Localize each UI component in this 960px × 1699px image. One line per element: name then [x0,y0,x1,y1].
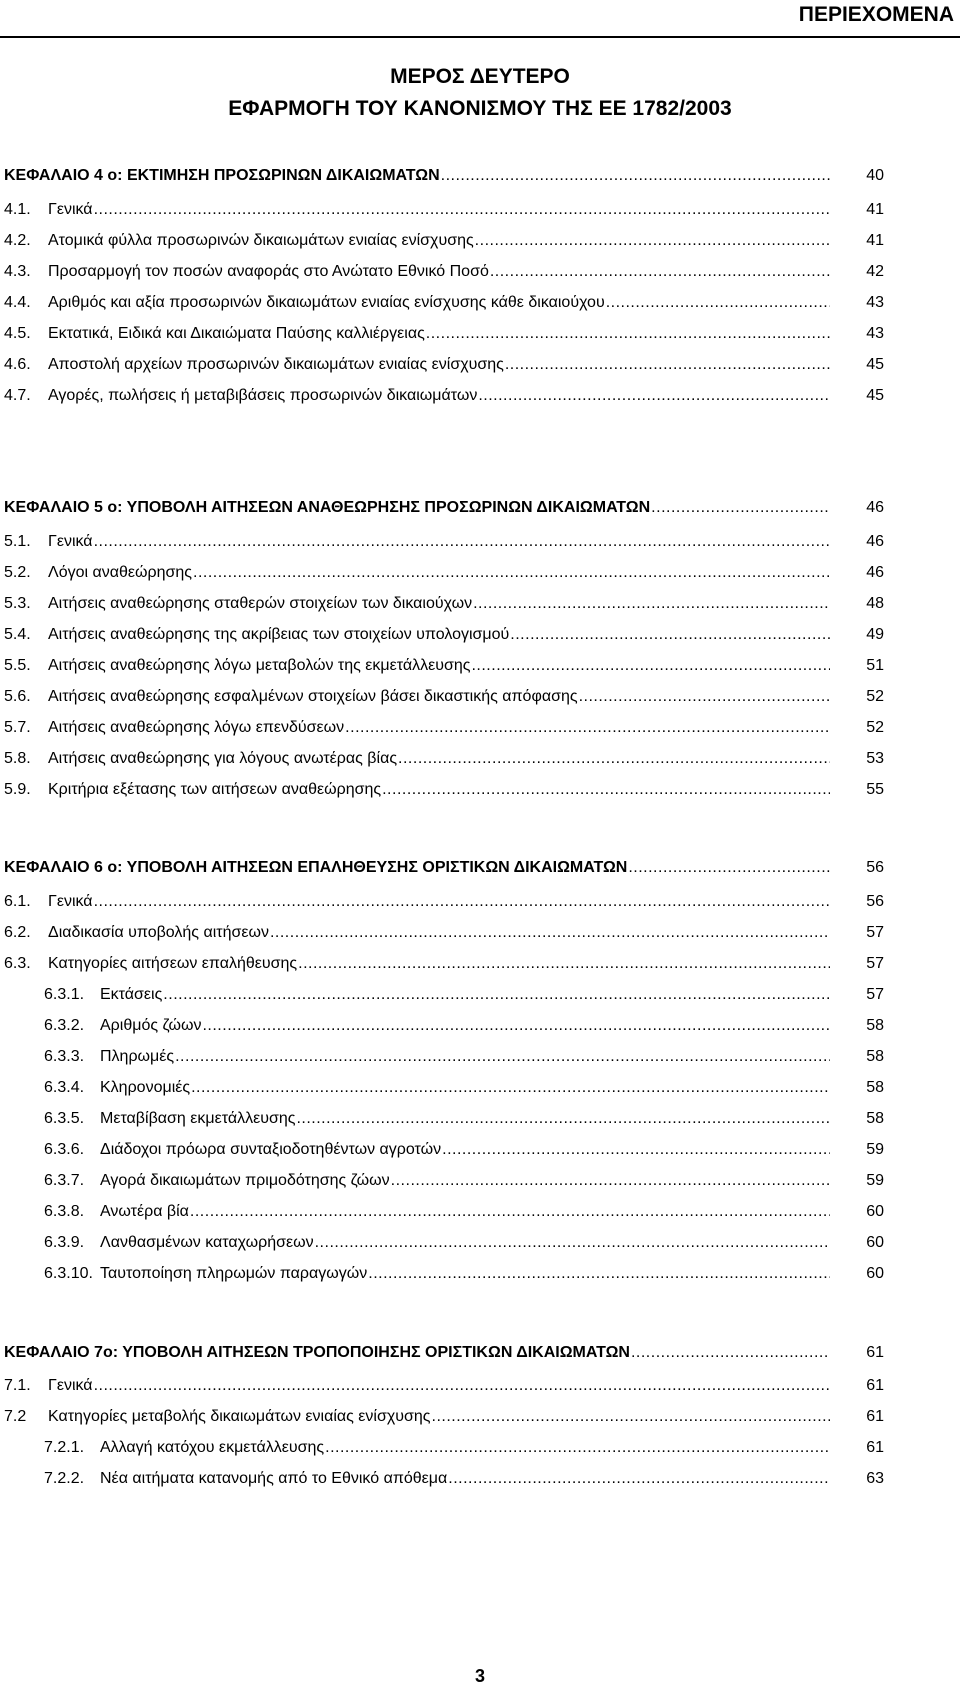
toc-entry-number: 4.7. [4,387,31,404]
toc-entry-number: 6.3. [4,955,31,972]
dot-leader [368,1261,830,1287]
toc-entry-number: 6.1. [4,893,31,910]
toc-entry[interactable] [44,1106,884,1132]
toc-entry[interactable] [4,746,884,772]
toc-entry-title: Αποστολή αρχείων προσωρινών δικαιωμάτων ενιαίας ενίσχυσης [48,356,504,373]
dot-leader [345,715,830,741]
toc-entry-page: 60 [866,1234,884,1251]
toc-entry-number: 5.3. [4,595,31,612]
toc-entry-title: Ατομικά φύλλα προσωρινών δικαιωμάτων ενιαίας ενίσχυσης [48,232,474,249]
dot-leader [175,1044,830,1070]
toc-entry-page: 46 [866,564,884,581]
dot-leader [94,1373,830,1399]
toc-entry[interactable] [4,715,884,741]
toc-entry-title: Εκτατικά, Ειδικά και Δικαιώματα Παύσης καλλιέργειας [48,325,425,342]
dot-leader [510,622,830,648]
toc-entry-number: 4.2. [4,232,31,249]
dot-leader [442,1137,830,1163]
toc-entry-page: 45 [866,356,884,373]
dot-leader [606,290,830,316]
dot-leader [579,684,830,710]
dot-leader [391,1168,830,1194]
toc-chapter-entry[interactable] [4,495,884,521]
toc-entry-number: 4.1. [4,201,31,218]
toc-entry[interactable] [4,1373,884,1399]
toc-entry-number: 6.3.5. [44,1110,85,1127]
dot-leader [190,1199,830,1225]
toc-entry-number: 6.3.2. [44,1017,85,1034]
toc-entry-title: Εκτάσεις [100,986,163,1003]
dot-leader [325,1435,830,1461]
toc-entry[interactable] [44,1013,884,1039]
toc-entry-page: 63 [866,1470,884,1487]
toc-entry-title: Κατηγορίες αιτήσεων επαλήθευσης [48,955,298,972]
toc-entry-number: 5.9. [4,781,31,798]
toc-entry-page: 61 [866,1377,884,1394]
toc-entry-page: 59 [866,1141,884,1158]
toc-entry-title: Αιτήσεις αναθεώρησης για λόγους ανωτέρας βίας [48,750,398,767]
toc-entry-title: Αιτήσεις αναθεώρησης λόγω επενδύσεων [48,719,345,736]
toc-entry[interactable] [4,622,884,648]
toc-entry-page: 61 [866,1344,884,1361]
toc-entry-page: 57 [866,986,884,1003]
dot-leader [191,1075,830,1101]
dot-leader [478,383,830,409]
toc-entry-number: 6.3.8. [44,1203,85,1220]
toc-entry-title: Αγορά δικαιωμάτων πριμοδότησης ζώων [100,1172,390,1189]
header-rule [0,36,960,38]
toc-entry[interactable] [4,560,884,586]
toc-entry-number: 6.3.1. [44,986,85,1003]
toc-entry-page: 49 [866,626,884,643]
toc-entry-number: 6.3.9. [44,1234,85,1251]
toc-entry-number: 7.2 [4,1408,27,1425]
toc-entry-title: Κληρονομιές [100,1079,191,1096]
toc-entry-page: 53 [866,750,884,767]
toc-entry-page: 60 [866,1265,884,1282]
toc-entry-title: ΚΕΦΑΛΑΙΟ 6 ο: ΥΠΟΒΟΛΗ ΑΙΤΗΣΕΩΝ ΕΠΑΛΗΘΕΥΣΗΣ ΟΡΙΣΤΙΚΩΝ ΔΙΚΑΙΩΜΑΤΩΝ [4,859,628,876]
dot-leader [398,746,830,772]
dot-leader [94,197,830,223]
toc-entry-page: 57 [866,924,884,941]
toc-entry-title: Αιτήσεις αναθεώρησης της ακρίβειας των στοιχείων υπολογισμού [48,626,510,643]
toc-entry-title: Γενικά [48,201,93,218]
toc-entry-title: ΚΕΦΑΛΑΙΟ 4 ο: ΕΚΤΙΜΗΣΗ ΠΡΟΣΩΡΙΝΩΝ ΔΙΚΑΙΩΜΑΤΩΝ [4,167,440,184]
toc-entry[interactable] [4,228,884,254]
toc-entry[interactable] [44,1466,884,1492]
toc-entry-title: Λανθασμένων καταχωρήσεων [100,1234,314,1251]
toc-entry-number: 6.3.10. [44,1265,93,1282]
toc-entry-page: 59 [866,1172,884,1189]
toc-entry-number: 6.3.7. [44,1172,85,1189]
toc-entry-number: 6.3.4. [44,1079,85,1096]
toc-entry-page: 51 [866,657,884,674]
toc-entry-title: Γενικά [48,893,93,910]
dot-leader [94,529,830,555]
toc-entry[interactable] [4,920,884,946]
toc-entry-number: 5.8. [4,750,31,767]
dot-leader [651,495,830,521]
toc-entry-number: 4.6. [4,356,31,373]
toc-entry-title: Αιτήσεις αναθεώρησης σταθερών στοιχείων των δικαιούχων [48,595,473,612]
toc-entry-page: 61 [866,1408,884,1425]
dot-leader [490,259,830,285]
toc-entry[interactable] [44,1137,884,1163]
toc-entry[interactable] [4,951,884,977]
toc-entry-page: 46 [866,533,884,550]
toc-entry-number: 7.2.1. [44,1439,85,1456]
toc-entry-page: 46 [866,499,884,516]
toc-entry-page: 58 [866,1017,884,1034]
dot-leader [315,1230,830,1256]
dot-leader [475,228,830,254]
toc-entry-title: Λόγοι αναθεώρησης [48,564,192,581]
toc-entry-title: Ταυτοποίηση πληρωμών παραγωγών [100,1265,368,1282]
toc-entry-title: Μεταβίβαση εκμετάλλευσης [100,1110,296,1127]
toc-entry-title: Πληρωμές [100,1048,175,1065]
toc-entry-title: Διάδοχοι πρόωρα συνταξιοδοτηθέντων αγροτών [100,1141,442,1158]
toc-entry-title: Αιτήσεις αναθεώρησης λόγω μεταβολών της εκμετάλλευσης [48,657,471,674]
toc-entry[interactable] [44,1168,884,1194]
toc-entry-page: 52 [866,688,884,705]
toc-entry[interactable] [44,1261,884,1287]
dot-leader [471,653,830,679]
toc-entry-page: 48 [866,595,884,612]
toc-entry-number: 6.3.3. [44,1048,85,1065]
toc-chapter-entry[interactable] [4,1340,884,1366]
dot-leader [270,920,830,946]
part-title: ΜΕΡΟΣ ΔΕΥΤΕΡΟ [390,65,570,88]
dot-leader [441,163,830,189]
dot-leader [193,560,830,586]
dot-leader [94,889,830,915]
toc-entry[interactable] [4,653,884,679]
toc-entry-page: 60 [866,1203,884,1220]
toc-entry-number: 5.6. [4,688,31,705]
toc-entry-page: 58 [866,1110,884,1127]
toc-entry-title: ΚΕΦΑΛΑΙΟ 5 ο: ΥΠΟΒΟΛΗ ΑΙΤΗΣΕΩΝ ΑΝΑΘΕΩΡΗΣΗΣ ΠΡΟΣΩΡΙΝΩΝ ΔΙΚΑΙΩΜΑΤΩΝ [4,499,651,516]
toc-entry-title: ΚΕΦΑΛΑΙΟ 7ο: ΥΠΟΒΟΛΗ ΑΙΤΗΣΕΩΝ ΤΡΟΠΟΠΟΙΗΣΗΣ ΟΡΙΣΤΙΚΩΝ ΔΙΚΑΙΩΜΑΤΩΝ [4,1344,630,1361]
toc-entry[interactable] [4,383,884,409]
toc-entry-title: Γενικά [48,533,93,550]
toc-entry-page: 57 [866,955,884,972]
dot-leader [296,1106,830,1132]
toc-entry-title: Αριθμός ζώων [100,1017,202,1034]
toc-entry-page: 41 [866,232,884,249]
toc-entry-title: Διαδικασία υποβολής αιτήσεων [48,924,269,941]
toc-entry-page: 61 [866,1439,884,1456]
toc-entry-page: 56 [866,893,884,910]
toc-entry-page: 58 [866,1048,884,1065]
dot-leader [202,1013,830,1039]
toc-chapter-entry[interactable] [4,163,884,189]
page-number: 3 [474,1666,485,1686]
toc-entry[interactable] [4,290,884,316]
toc-entry[interactable] [4,259,884,285]
toc-entry[interactable] [4,777,884,803]
toc-entry-number: 5.2. [4,564,31,581]
toc-entry[interactable] [44,1075,884,1101]
toc-entry[interactable] [4,591,884,617]
toc-chapter-entry[interactable] [4,855,884,881]
dot-leader [631,1340,830,1366]
toc-entry-title: Αιτήσεις αναθεώρησης εσφαλμένων στοιχείων βάσει δικαστικής απόφασης [48,688,578,705]
toc-entry-number: 5.1. [4,533,31,550]
dot-leader [448,1466,830,1492]
part-subtitle: ΕΦΑΡΜΟΓΗ ΤΟΥ ΚΑΝΟΝΙΣΜΟΥ ΤΗΣ ΕΕ 1782/2003 [228,97,732,120]
toc-entry-page: 52 [866,719,884,736]
toc-entry-page: 43 [866,325,884,342]
toc-entry-page: 40 [866,167,884,184]
toc-entry-number: 4.4. [4,294,31,311]
toc-entry-number: 6.3.6. [44,1141,85,1158]
toc-entry-number: 6.2. [4,924,31,941]
dot-leader [432,1404,831,1430]
toc-entry-title: Αγορές, πωλήσεις ή μεταβιβάσεις προσωρινών δικαιωμάτων [48,387,478,404]
toc-entry[interactable] [44,1435,884,1461]
dot-leader [163,982,830,1008]
toc-entry[interactable] [44,1199,884,1225]
toc-entry-number: 5.7. [4,719,31,736]
toc-entry[interactable] [4,197,884,223]
toc-entry[interactable] [4,1404,884,1430]
dot-leader [426,321,830,347]
toc-entry-title: Προσαρμογή τον ποσών αναφοράς στο Ανώτατο Εθνικό Ποσό [48,263,489,280]
toc-entry-page: 41 [866,201,884,218]
toc-entry-page: 43 [866,294,884,311]
toc-entry[interactable] [4,529,884,555]
toc-entry-title: Ανωτέρα βία [100,1203,189,1220]
toc-entry-title: Γενικά [48,1377,93,1394]
toc-entry-page: 58 [866,1079,884,1096]
page-header-title: ΠΕΡΙΕΧΟΜΕΝΑ [798,3,954,26]
toc-entry-number: 5.4. [4,626,31,643]
toc-entry-number: 7.2.2. [44,1470,85,1487]
toc-entry[interactable] [4,684,884,710]
dot-leader [628,855,830,881]
toc-entry[interactable] [4,889,884,915]
toc-entry-number: 5.5. [4,657,31,674]
dot-leader [473,591,830,617]
toc-entry-number: 4.5. [4,325,31,342]
dot-leader [382,777,830,803]
toc-entry-page: 55 [866,781,884,798]
toc-entry-title: Αλλαγή κατόχου εκμετάλλευσης [100,1439,325,1456]
toc-entry-title: Νέα αιτήματα κατανομής από το Εθνικό απόθεμα [100,1470,448,1487]
toc-entry[interactable] [44,982,884,1008]
toc-entry[interactable] [44,1044,884,1070]
toc-entry-title: Αριθμός και αξία προσωρινών δικαιωμάτων ενιαίας ενίσχυσης κάθε δικαιούχου [48,294,605,311]
toc-entry[interactable] [4,352,884,378]
dot-leader [505,352,830,378]
toc-entry[interactable] [4,321,884,347]
toc-entry-page: 56 [866,859,884,876]
dot-leader [298,951,830,977]
toc-entry-number: 7.1. [4,1377,31,1394]
toc-entry[interactable] [44,1230,884,1256]
toc-entry-title: Κριτήρια εξέτασης των αιτήσεων αναθεώρησης [48,781,382,798]
toc-entry-number: 4.3. [4,263,31,280]
toc-entry-page: 42 [866,263,884,280]
toc-entry-title: Κατηγορίες μεταβολής δικαιωμάτων ενιαίας ενίσχυσης [48,1408,431,1425]
toc-entry-page: 45 [866,387,884,404]
